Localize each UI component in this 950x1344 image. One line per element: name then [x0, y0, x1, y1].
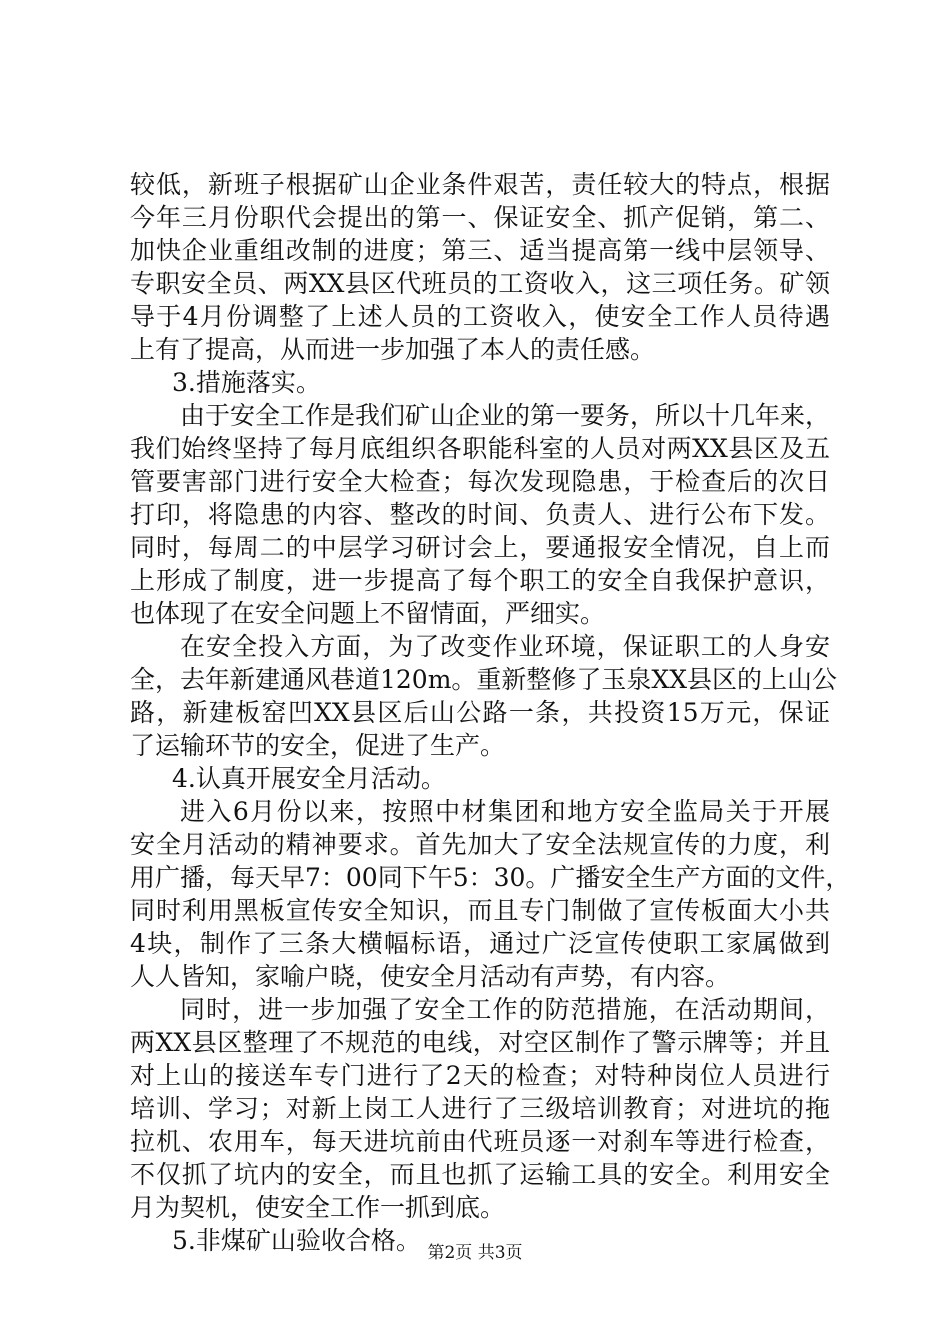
section-heading: 5.非煤矿山验收合格。: [172, 1226, 421, 1255]
text-line: 打印，将隐患的内容、整改的时间、负责人、进行公布下发。: [130, 500, 830, 529]
text-line: 上形成了制度，进一步提高了每个职工的安全自我保护意识，: [130, 566, 830, 595]
text-line: 今年三月份职代会提出的第一、保证安全、抓产促销，第二、: [130, 203, 830, 232]
text-line: 对上山的接送车专门进行了2天的检查；对特种岗位人员进行: [130, 1061, 830, 1090]
text-line: 培训、学习；对新上岗工人进行了三级培训教育；对进坑的拖: [130, 1094, 830, 1123]
text-line: 进入6月份以来，按照中材集团和地方安全监局关于开展: [180, 797, 830, 826]
text-line: 4块，制作了三条大横幅标语，通过广泛宣传使职工家属做到: [130, 929, 830, 958]
text-line: 同时，进一步加强了安全工作的防范措施，在活动期间，: [180, 995, 830, 1024]
text-line: 较低，新班子根据矿山企业条件艰苦，责任较大的特点，根据: [130, 170, 830, 199]
text-line: 月为契机，使安全工作一抓到底。: [130, 1193, 506, 1222]
text-line: 全，去年新建通风巷道120m。重新整修了玉泉XX县区的上山公: [130, 665, 838, 694]
text-line: 加快企业重组改制的进度；第三、适当提高第一线中层领导、: [130, 236, 830, 265]
text-line: 我们始终坚持了每月底组织各职能科室的人员对两XX县区及五: [130, 434, 830, 463]
text-line: 管要害部门进行安全大检查；每次发现隐患，于检查后的次日: [130, 467, 830, 496]
text-line: 两XX县区整理了不规范的电线，对空区制作了警示牌等；并且: [130, 1028, 830, 1057]
document-body: [130, 168, 851, 1257]
text-line: 了运输环节的安全，促进了生产。: [130, 731, 506, 760]
section-heading: 4.认真开展安全月活动。: [172, 764, 446, 793]
text-line: 也体现了在安全问题上不留情面，严细实。: [130, 599, 606, 628]
text-line: 不仅抓了坑内的安全，而且也抓了运输工具的安全。利用安全: [130, 1160, 830, 1189]
text-line: 同时利用黑板宣传安全知识，而且专门制做了宣传板面大小共: [130, 896, 830, 925]
text-line: 同时，每周二的中层学习研讨会上，要通报安全情况，自上而: [130, 533, 830, 562]
text-line: 用广播，每天早7：00同下午5：30。广播安全生产方面的文件，: [130, 863, 851, 892]
page-number-footer: 第2页 共3页: [427, 1243, 523, 1263]
text-line: 拉机、农用车，每天进坑前由代班员逐一对刹车等进行检查，: [130, 1127, 830, 1156]
text-line: 导于4月份调整了上述人员的工资收入，使安全工作人员待遇: [130, 302, 830, 331]
text-line: 人人皆知，家喻户晓，使安全月活动有声势，有内容。: [130, 962, 731, 991]
text-line: 路，新建板窑凹XX县区后山公路一条，共投资15万元，保证: [130, 698, 830, 727]
text-line: 专职安全员、两XX县区代班员的工资收入，这三项任务。矿领: [130, 269, 830, 298]
text-line: 上有了提高，从而进一步加强了本人的责任感。: [130, 335, 656, 364]
text-line: 安全月活动的精神要求。首先加大了安全法规宣传的力度，利: [130, 830, 830, 859]
text-line: 在安全投入方面，为了改变作业环境，保证职工的人身安: [180, 632, 830, 661]
section-heading: 3.措施落实。: [172, 368, 321, 397]
text-line: 由于安全工作是我们矿山企业的第一要务，所以十几年来，: [180, 401, 831, 430]
